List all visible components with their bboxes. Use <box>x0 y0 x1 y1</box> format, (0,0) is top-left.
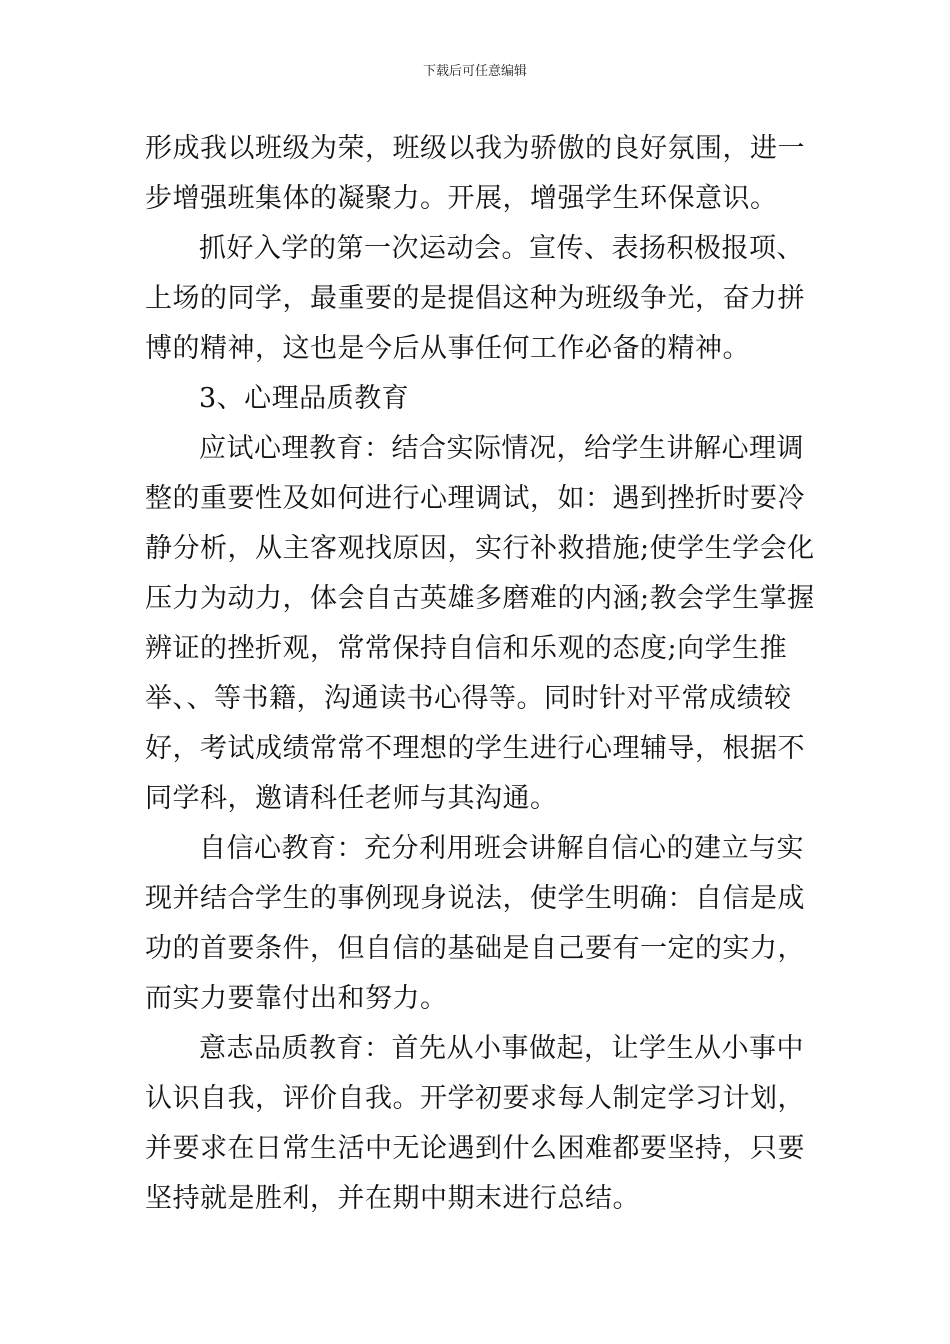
paragraph-exam-psychology: 应试心理教育：结合实际情况，给学生讲解心理调整的重要性及如何进行心理调试，如：遇到挫折时要冷静分析，从主客观找原因，实行补救措施;使学生学会化压力为动力，体会自古英雄多磨难的内涵;教会学生掌握辨证的挫折观，常常保持自信和乐观的态度;向学生推举、、等书籍，沟通读书心得等。同时针对平常成绩较好，考试成绩常常不理想的学生进行心理辅导，根据不同学科，邀请科任老师与其沟通。 <box>145 433 815 814</box>
paragraph-willpower: 意志品质教育：首先从小事做起，让学生从小事中认识自我，评价自我。开学初要求每人制定学习计划，并要求在日常生活中无论遇到什么困难都要坚持，只要坚持就是胜利，并在期中期末进行总结。 <box>145 1033 805 1214</box>
page-header: 下载后可任意编辑 <box>422 64 527 79</box>
paragraph-self-confidence: 自信心教育：充分利用班会讲解自信心的建立与实现并结合学生的事例现身说法，使学生明确：自信是成功的首要条件，但自信的基础是自己要有一定的实力，而实力要靠付出和努力。 <box>145 833 805 1014</box>
document-body <box>145 124 825 1224</box>
section-heading: 3、心理品质教育 <box>199 383 410 414</box>
paragraph-sports-meet: 抓好入学的第一次运动会。宣传、表扬积极报项、上场的同学，最重要的是提倡这种为班级争光，奋力拼博的精神，这也是今后从事任何工作必备的精神。 <box>145 233 805 364</box>
paragraph-continuation: 形成我以班级为荣，班级以我为骄傲的良好氛围，进一步增强班集体的凝聚力。开展，增强学生环保意识。 <box>145 133 805 214</box>
